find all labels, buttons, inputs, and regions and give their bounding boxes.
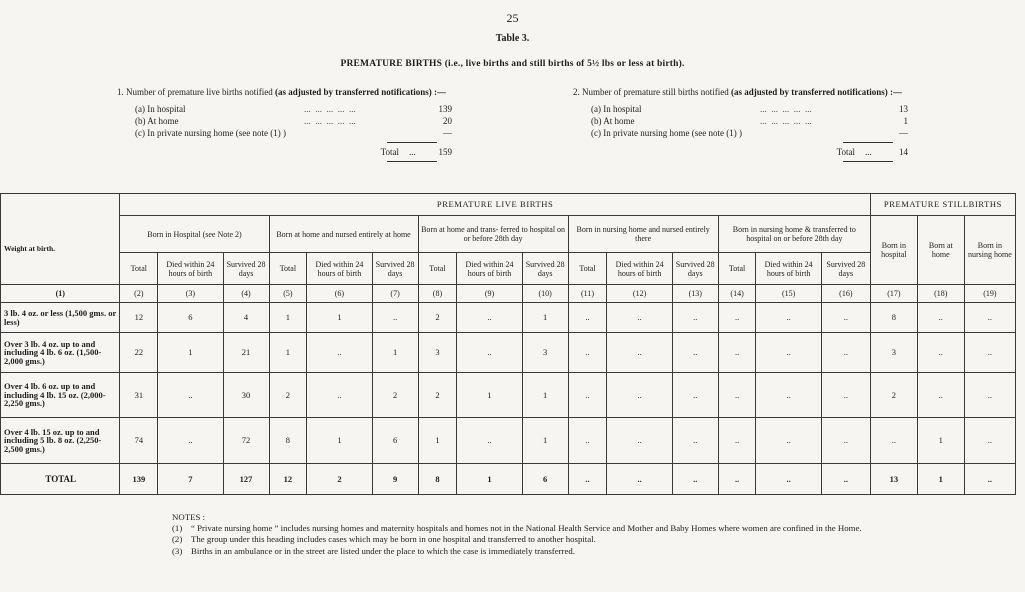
cell: 1 bbox=[457, 464, 522, 495]
note-item: (1) “ Private nursing home ” includes nursing homes and maternity hospitals and homes not in the National Health Service and Mother and Baby Homes where women are confined in the Home. bbox=[172, 523, 862, 534]
row-weight-label: Over 4 lb. 6 oz. up to and including 4 lb. 15 oz. (2,000-2,250 gms.) bbox=[1, 373, 120, 418]
cell: .. bbox=[964, 464, 1015, 495]
cell: 12 bbox=[269, 464, 307, 495]
total-row bbox=[1, 464, 1016, 495]
live-item-home: (b) At home ... ... ... ... ... 20 bbox=[135, 116, 452, 126]
cell: 4 bbox=[223, 303, 269, 333]
col-still-born-at-home: Born at home bbox=[917, 216, 964, 285]
col-number: (8) bbox=[418, 285, 457, 303]
col-survived: Survived 28 days bbox=[821, 253, 870, 285]
col-total: Total bbox=[418, 253, 457, 285]
cell: .. bbox=[607, 333, 672, 373]
still-item-home: (b) At home ... ... ... ... ... 1 bbox=[591, 116, 908, 126]
col-still-born-in-hospital: Born in hospital bbox=[870, 216, 917, 285]
cell: 13 bbox=[870, 464, 917, 495]
live-total-row: Total ... 159 bbox=[380, 147, 452, 157]
still-births-heading: 2. Number of premature still births notified (as adjusted by transferred notifications) :— bbox=[573, 87, 903, 97]
cell: .. bbox=[568, 333, 607, 373]
cell: 2 bbox=[307, 464, 372, 495]
cell: .. bbox=[568, 373, 607, 418]
subgroup-nursing-home-transferred: Born in nursing home & transferred to hospital on or before 28th day bbox=[718, 216, 870, 253]
cell: .. bbox=[568, 303, 607, 333]
cell: .. bbox=[607, 464, 672, 495]
col-total: Total bbox=[120, 253, 158, 285]
stillbirths-group-header: PREMATURE STILLBIRTHS bbox=[870, 194, 1015, 216]
cell: .. bbox=[718, 464, 756, 495]
cell: .. bbox=[672, 333, 718, 373]
cell: 1 bbox=[917, 464, 964, 495]
table-row bbox=[1, 303, 1016, 333]
subgroup-born-in-hospital: Born in Hospital (see Note 2) bbox=[120, 216, 269, 253]
page-number: 25 bbox=[506, 11, 519, 25]
column-number-row bbox=[1, 285, 1016, 303]
cell: 2 bbox=[269, 373, 307, 418]
weight-header: Weight at birth. bbox=[1, 194, 120, 285]
cell: .. bbox=[756, 373, 821, 418]
col-still-born-in-nursing-home: Born in nursing home bbox=[964, 216, 1015, 285]
col-survived: Survived 28 days bbox=[672, 253, 718, 285]
subgroup-nursing-home: Born in nursing home and nursed entirely there bbox=[568, 216, 718, 253]
col-total: Total bbox=[269, 253, 307, 285]
cell: 1 bbox=[418, 418, 457, 464]
cell: .. bbox=[756, 464, 821, 495]
cell: 2 bbox=[418, 373, 457, 418]
col-died: Died within 24 hours of birth bbox=[457, 253, 522, 285]
col-number: (15) bbox=[756, 285, 821, 303]
still-item-nursing-home: (c) In private nursing home (see note (1) ) — bbox=[591, 128, 908, 138]
col-number: (4) bbox=[223, 285, 269, 303]
live-births-summary bbox=[117, 86, 452, 162]
cell: .. bbox=[917, 373, 964, 418]
row-weight-label: 3 lb. 4 oz. or less (1,500 gms. or less) bbox=[1, 303, 120, 333]
cell: 8 bbox=[418, 464, 457, 495]
cell: .. bbox=[821, 333, 870, 373]
cell: .. bbox=[672, 303, 718, 333]
cell: 1 bbox=[307, 418, 372, 464]
cell: .. bbox=[672, 418, 718, 464]
cell: .. bbox=[718, 418, 756, 464]
cell: 6 bbox=[158, 303, 223, 333]
notes-section bbox=[172, 512, 972, 557]
cell: .. bbox=[821, 418, 870, 464]
cell: 1 bbox=[917, 418, 964, 464]
cell: .. bbox=[457, 303, 522, 333]
col-number: (19) bbox=[964, 285, 1015, 303]
row-weight-label: Over 3 lb. 4 oz. up to and including 4 lb. 6 oz. (1,500-2,000 gms.) bbox=[1, 333, 120, 373]
cell: .. bbox=[917, 333, 964, 373]
cell: .. bbox=[718, 303, 756, 333]
cell: .. bbox=[718, 373, 756, 418]
row-weight-label: Over 4 lb. 15 oz. up to and including 5 lb. 8 oz. (2,250-2,500 gms.) bbox=[1, 418, 120, 464]
cell: .. bbox=[372, 303, 418, 333]
cell: .. bbox=[718, 333, 756, 373]
subgroup-home-transferred: Born at home and trans- ferred to hospital on or before 28th day bbox=[418, 216, 568, 253]
cell: .. bbox=[607, 373, 672, 418]
col-number: (5) bbox=[269, 285, 307, 303]
col-number: (3) bbox=[158, 285, 223, 303]
cell: .. bbox=[607, 418, 672, 464]
cell: 31 bbox=[120, 373, 158, 418]
table-row bbox=[1, 373, 1016, 418]
cell: 2 bbox=[870, 373, 917, 418]
col-number: (11) bbox=[568, 285, 607, 303]
cell: 139 bbox=[120, 464, 158, 495]
live-item-nursing-home: (c) In private nursing home (see note (1) ) — bbox=[135, 128, 452, 138]
live-births-heading: 1. Number of premature live births notified (as adjusted by transferred notifications) :— bbox=[117, 87, 447, 97]
cell: .. bbox=[964, 333, 1015, 373]
cell: .. bbox=[158, 418, 223, 464]
note-item: (3) Births in an ambulance or in the street are listed under the place to which the case is immediately transferred. bbox=[172, 545, 575, 556]
col-total: Total bbox=[718, 253, 756, 285]
cell: 1 bbox=[522, 303, 568, 333]
cell: .. bbox=[457, 418, 522, 464]
cell: 21 bbox=[223, 333, 269, 373]
cell: 1 bbox=[457, 373, 522, 418]
page-title: PREMATURE BIRTHS (i.e., live births and still births of 5½ lbs or less at birth). bbox=[340, 59, 685, 69]
cell: .. bbox=[964, 418, 1015, 464]
live-births-group-header: PREMATURE LIVE BIRTHS bbox=[120, 194, 870, 216]
subgroup-born-at-home: Born at home and nursed entirely at home bbox=[269, 216, 418, 253]
col-number: (1) bbox=[1, 285, 120, 303]
col-number: (16) bbox=[821, 285, 870, 303]
col-number: (9) bbox=[457, 285, 522, 303]
cell: 7 bbox=[158, 464, 223, 495]
col-died: Died within 24 hours of birth bbox=[158, 253, 223, 285]
cell: 1 bbox=[269, 303, 307, 333]
col-number: (10) bbox=[522, 285, 568, 303]
table-number: Table 3. bbox=[495, 33, 530, 44]
cell: 127 bbox=[223, 464, 269, 495]
cell: 12 bbox=[120, 303, 158, 333]
cell: .. bbox=[672, 464, 718, 495]
cell: 30 bbox=[223, 373, 269, 418]
cell: 2 bbox=[372, 373, 418, 418]
cell: .. bbox=[821, 464, 870, 495]
col-number: (14) bbox=[718, 285, 756, 303]
col-survived: Survived 28 days bbox=[372, 253, 418, 285]
col-number: (17) bbox=[870, 285, 917, 303]
cell: .. bbox=[821, 303, 870, 333]
col-number: (18) bbox=[917, 285, 964, 303]
cell: .. bbox=[607, 303, 672, 333]
col-died: Died within 24 hours of birth bbox=[756, 253, 821, 285]
table-row bbox=[1, 418, 1016, 464]
cell: .. bbox=[870, 418, 917, 464]
col-total: Total bbox=[568, 253, 607, 285]
cell: .. bbox=[307, 373, 372, 418]
note-item: (2) The group under this heading includes cases which may be born in one hospital and transferred to another hospital. bbox=[172, 534, 596, 545]
cell: .. bbox=[821, 373, 870, 418]
col-number: (6) bbox=[307, 285, 372, 303]
cell: 74 bbox=[120, 418, 158, 464]
premature-births-table bbox=[0, 193, 1016, 495]
cell: .. bbox=[964, 303, 1015, 333]
col-died: Died within 24 hours of birth bbox=[607, 253, 672, 285]
col-died: Died within 24 hours of birth bbox=[307, 253, 372, 285]
cell: .. bbox=[756, 303, 821, 333]
cell: 6 bbox=[522, 464, 568, 495]
cell: 3 bbox=[522, 333, 568, 373]
still-item-hospital: (a) In hospital ... ... ... ... ... 13 bbox=[591, 104, 908, 114]
cell: 3 bbox=[418, 333, 457, 373]
cell: .. bbox=[158, 373, 223, 418]
col-number: (13) bbox=[672, 285, 718, 303]
cell: 1 bbox=[269, 333, 307, 373]
cell: .. bbox=[307, 333, 372, 373]
cell: 3 bbox=[870, 333, 917, 373]
cell: 9 bbox=[372, 464, 418, 495]
total-label: TOTAL bbox=[1, 464, 120, 495]
cell: .. bbox=[568, 464, 607, 495]
still-total-row: Total ... 14 bbox=[836, 147, 908, 157]
cell: .. bbox=[756, 418, 821, 464]
live-item-hospital: (a) In hospital ... ... ... ... ... 139 bbox=[135, 104, 452, 114]
col-survived: Survived 28 days bbox=[522, 253, 568, 285]
cell: 6 bbox=[372, 418, 418, 464]
table-row bbox=[1, 333, 1016, 373]
cell: .. bbox=[568, 418, 607, 464]
cell: 1 bbox=[158, 333, 223, 373]
col-number: (12) bbox=[607, 285, 672, 303]
col-number: (2) bbox=[120, 285, 158, 303]
col-number: (7) bbox=[372, 285, 418, 303]
cell: 1 bbox=[307, 303, 372, 333]
notes-heading: NOTES : bbox=[172, 512, 205, 522]
cell: .. bbox=[457, 333, 522, 373]
still-births-summary bbox=[573, 86, 908, 162]
cell: .. bbox=[672, 373, 718, 418]
cell: .. bbox=[917, 303, 964, 333]
cell: .. bbox=[756, 333, 821, 373]
cell: 1 bbox=[522, 418, 568, 464]
cell: 2 bbox=[418, 303, 457, 333]
cell: 8 bbox=[870, 303, 917, 333]
cell: 22 bbox=[120, 333, 158, 373]
cell: .. bbox=[964, 373, 1015, 418]
cell: 1 bbox=[372, 333, 418, 373]
col-survived: Survived 28 days bbox=[223, 253, 269, 285]
cell: 72 bbox=[223, 418, 269, 464]
cell: 1 bbox=[522, 373, 568, 418]
cell: 8 bbox=[269, 418, 307, 464]
